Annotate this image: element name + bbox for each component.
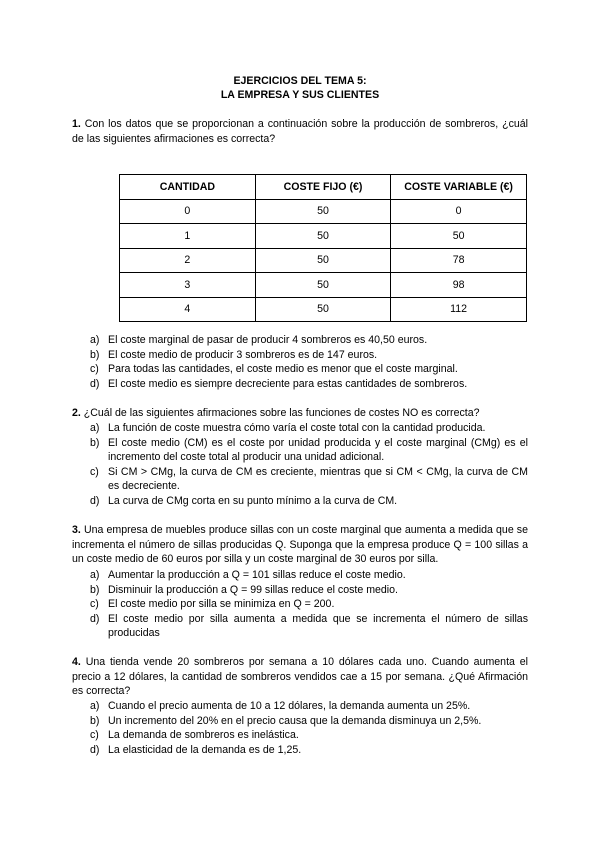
option-text: Un incremento del 20% en el precio causa que la demanda disminuya un 2,5%. [108,714,482,727]
option-text: La función de coste muestra cómo varía el coste total con la cantidad producida. [108,422,486,434]
table-cell: 50 [255,248,390,273]
option-b [72,714,528,729]
option-letter: c) [90,363,99,375]
table-cell: 50 [255,199,390,224]
option-text: El coste medio de producir 3 sombreros es de 147 euros. [108,348,378,361]
question-text: Una tienda vende 20 sombreros por semana a 10 dólares cada uno. Cuando aumenta el precio a 12 dólares, la cantidad de sombreros vendidos cae a 15 por semana. ¿Qué Afirmación es correcta? [72,656,528,697]
table-row [120,273,527,298]
option-c [72,597,528,612]
table-cell: 78 [391,248,527,273]
question-4-options [72,699,528,757]
option-text: El coste medio es siempre decreciente para estas cantidades de sombreros. [108,377,468,390]
question-4 [72,655,528,699]
option-text: Aumentar la producción a Q = 101 sillas reduce el coste medio. [108,569,406,581]
option-letter: d) [90,494,100,507]
option-a [72,333,528,348]
option-text: El coste marginal de pasar de producir 4 sombreros es 40,50 euros. [108,334,428,346]
table-cell: 2 [120,248,256,273]
option-letter: b) [90,714,100,727]
option-letter: a) [90,569,100,581]
question-number: 4. [72,656,81,668]
option-letter: d) [90,377,100,390]
question-text: Con los datos que se proporcionan a continuación sobre la producción de sombreros, ¿cuál de las siguientes afirmaciones es correcta? [72,118,528,145]
option-letter: c) [90,598,99,610]
table-cell: 1 [120,224,256,249]
column-header-cantidad: CANTIDAD [120,175,256,200]
option-letter: a) [90,700,100,712]
table-cell: 50 [255,224,390,249]
table-row [120,297,527,322]
option-c [72,362,528,377]
option-text: Para todas las cantidades, el coste medio es menor que el coste marginal. [108,363,458,375]
table-row [120,199,527,224]
document-title-line2: LA EMPRESA Y SUS CLIENTES [220,89,380,101]
question-1 [72,117,528,146]
option-letter: a) [90,422,100,434]
option-d [72,743,528,758]
option-d [72,494,528,509]
column-header-coste-variable: COSTE VARIABLE (€) [391,175,527,200]
table-row [120,224,527,249]
option-letter: b) [90,348,100,361]
option-a [72,568,528,583]
option-text: La demanda de sombreros es inelástica. [108,729,299,741]
option-c [72,728,528,743]
question-2 [72,406,528,421]
column-header-coste-fijo: COSTE FIJO (€) [255,175,390,200]
option-text: La curva de CMg corta en su punto mínimo a la curva de CM. [108,494,398,507]
option-letter: b) [90,436,100,449]
question-3-options [72,568,528,641]
question-number: 2. [72,407,81,419]
question-number: 3. [72,524,81,536]
option-d [72,612,528,641]
question-text: Una empresa de muebles produce sillas con un coste marginal que aumenta a medida que se incrementa el número de sillas producidas Q. Suponga que la empresa produce Q = 100 sillas a un coste medio de 60 euros por silla y un coste marginal de 30 euros por silla. [72,524,528,565]
table-cell: 4 [120,297,256,322]
table-cell: 0 [120,199,256,224]
option-d [72,377,528,392]
option-a [72,699,528,714]
option-a [72,421,528,436]
option-letter: c) [90,729,99,741]
document-title-line1: EJERCICIOS DEL TEMA 5: [233,75,367,87]
option-text: Si CM > CMg, la curva de CM es creciente, mientras que si CM < CMg, la curva de CM es decreciente. [108,465,528,492]
option-text: El coste medio por silla aumenta a medida que se incrementa el número de sillas producidas [108,612,528,639]
option-letter: b) [90,583,100,596]
table-cell: 0 [391,199,527,224]
option-text: Cuando el precio aumenta de 10 a 12 dólares, la demanda aumenta un 25%. [108,700,471,712]
option-letter: a) [90,334,100,346]
option-c [72,465,528,494]
option-text: Disminuir la producción a Q = 99 sillas reduce el coste medio. [108,583,398,596]
question-1-options [72,333,528,391]
option-letter: c) [90,465,99,478]
option-text: El coste medio (CM) es el coste por unidad producida y el coste marginal (CMg) es el incremento del coste total al producir una unidad adicional. [108,436,528,463]
table-row [120,248,527,273]
option-text: La elasticidad de la demanda es de 1,25. [108,743,302,756]
table-cell: 98 [391,273,527,298]
option-text: El coste medio por silla se minimiza en Q = 200. [108,598,335,610]
question-3 [72,523,528,567]
option-b [72,348,528,363]
table-header-row [120,175,527,200]
cost-table [119,174,527,322]
table-cell: 3 [120,273,256,298]
option-b [72,583,528,598]
table-cell: 112 [391,297,527,322]
option-letter: d) [90,612,100,625]
option-b [72,436,528,465]
question-number: 1. [72,118,81,130]
question-text: ¿Cuál de las siguientes afirmaciones sobre las funciones de costes NO es correcta? [83,407,480,419]
table-cell: 50 [391,224,527,249]
table-cell: 50 [255,297,390,322]
option-letter: d) [90,743,100,756]
table-cell: 50 [255,273,390,298]
question-2-options [72,421,528,508]
